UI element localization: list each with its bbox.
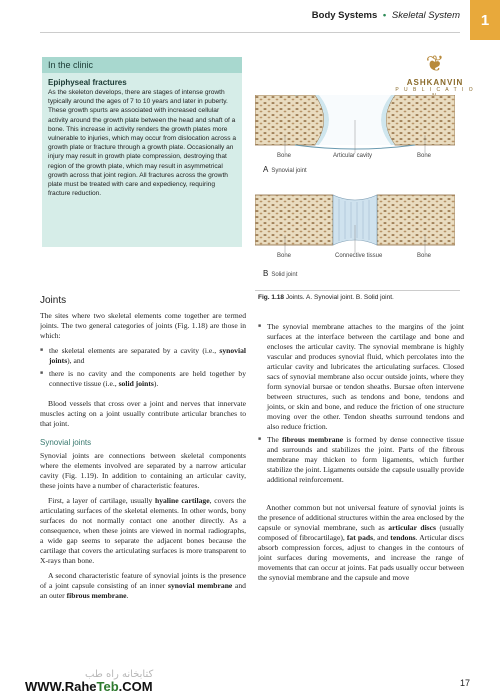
clinic-box-title: In the clinic bbox=[42, 57, 242, 73]
header-divider bbox=[40, 32, 460, 33]
membrane-list bbox=[258, 322, 464, 485]
header-subsection: Skeletal System bbox=[391, 10, 460, 21]
bone-left-b bbox=[255, 195, 333, 245]
publisher-logo-icon: ❦ bbox=[425, 51, 445, 76]
label-bone-b-right: Bone bbox=[417, 253, 432, 259]
label-articular-cavity: Articular cavity bbox=[333, 153, 373, 159]
label-bone-a-left: Bone bbox=[277, 153, 292, 159]
list-item: ■ the skeletal elements are separated by a cavity (i.e., synovial joints), and bbox=[40, 346, 246, 366]
page-number: 17 bbox=[459, 678, 470, 688]
figure-joints bbox=[255, 95, 455, 285]
bone-right-b bbox=[377, 195, 455, 245]
cartilage-paragraph: First, a layer of cartilage, usually hyaline cartilage, covers the articulating surfaces of the skeletal elements. In other words, bony surfaces do not normally contact one another directly. As a consequence, when these joints are viewed in normal radiographs, a wide gap seems to separate the adjacent bones because the cartilage that covers the articulating surfaces is more transparent to X-rays than bone. bbox=[40, 496, 246, 565]
figure-a-letter: A Synovial joint bbox=[263, 165, 307, 174]
publisher-watermark bbox=[395, 50, 475, 99]
blood-vessels-paragraph: Blood vessels that cross over a joint and nerves that innervate muscles acting on a joint usually contribute articular branches to that joint. bbox=[40, 399, 246, 428]
additional-structures-paragraph: Another common but not universal feature of synovial joints is the presence of additional structures within the area enclosed by the capsule or synovial membrane, such as articular discs (usually composed of fibrocartilage), fat pads, and tendons. Articular discs absorb compression forces, adjust to changes in the contours of joint surfaces during movements, and increase the range of movements that can occur at joints. Fat pads usually occur between the synovial membrane and the capsule and move bbox=[258, 503, 464, 582]
joints-intro: The sites where two skeletal elements come together are termed joints. The two general categories of joints (Fig. 1.18) are those in which: bbox=[40, 311, 246, 340]
list-item: ■ The fibrous membrane is formed by dense connective tissue and surrounds and stabilizes the joint. Parts of the fibrous membrane may thicken to form ligaments, which further stabilize the joint. Ligaments outside the capsule usually provide additional reinforcement. bbox=[258, 435, 464, 485]
site-watermark-persian: کتابخانه راه طب bbox=[85, 669, 154, 680]
clinic-box-subtitle: Epiphyseal fractures bbox=[48, 78, 127, 87]
right-column bbox=[258, 320, 464, 675]
chapter-tab: 1 bbox=[470, 0, 500, 40]
running-header bbox=[312, 10, 460, 21]
publisher-sub: P U B L I C A T I O bbox=[395, 87, 475, 93]
bone-right-a bbox=[386, 95, 455, 145]
label-bone-b-left: Bone bbox=[277, 253, 292, 259]
figure-caption-divider bbox=[255, 290, 460, 291]
label-bone-a-right: Bone bbox=[417, 153, 432, 159]
list-item: ■ The synovial membrane attaches to the margins of the joint surfaces at the interface between the cartilage and bone and encloses the articular cavity. The synovial membrane is highly vascular and produces synovial fluid, which percolates into the articular cavity and lubricates the articulating surfaces. Closed sacs of synovial membrane also occur outside joints, where they form synovial bursae or tendon sheaths. Bursae often intervene between structures, such as tendons and bone, tendons and joints, or skin and bone, and reduce the friction of one structure moving over the other. Tendon sheaths surround tendons and also reduce friction. bbox=[258, 322, 464, 432]
left-column bbox=[40, 295, 246, 680]
header-section: Body Systems bbox=[311, 10, 378, 21]
clinic-box bbox=[42, 57, 242, 247]
joint-categories-list bbox=[40, 346, 246, 389]
publisher-name: ASHKANVIN bbox=[406, 78, 464, 87]
synovial-paragraph: Synovial joints are connections between skeletal components where the elements involved are separated by a narrow articular cavity (Fig. 1.19). In addition to containing an articular cavity, these joints have a number of characteristic features. bbox=[40, 451, 246, 490]
figure-b-letter: B Solid joint bbox=[263, 269, 298, 278]
list-item: ■ there is no cavity and the components are held together by connective tissue (i.e., solid joints). bbox=[40, 369, 246, 389]
subheading-synovial-joints: Synovial joints bbox=[40, 438, 92, 447]
section-heading-joints: Joints bbox=[40, 295, 67, 306]
capsule-paragraph: A second characteristic feature of synovial joints is the presence of a joint capsule consisting of an inner synovial membrane and an outer fibrous membrane. bbox=[40, 571, 246, 600]
label-connective-tissue: Connective tissue bbox=[335, 253, 383, 259]
header-separator: • bbox=[382, 10, 387, 21]
clinic-box-body: As the skeleton develops, there are stages of intense growth typically around the ages of 7 to 10 years and later in puberty. These growth spurts are associated with increased cellular activity around the growth plate between the head and shaft of a bone. This increase in activity renders the growth plates more vulnerable to injuries, which may occur from dislocation across a growth plate or fracture through a growth plate. Occasionally an injury may result in growth plate compression, destroying that region of the growth plate, which may result in asymmetrical growth across that joint region. All fractures across the growth plate must be treated with care and expediency, requiring fracture reduction. bbox=[48, 89, 237, 198]
bone-left-a bbox=[255, 95, 324, 145]
figure-caption: Fig. 1.18 Joints. A. Synovial joint. B. Solid joint. bbox=[258, 294, 394, 301]
site-watermark: WWW.RaheTeb.COM bbox=[25, 679, 153, 694]
